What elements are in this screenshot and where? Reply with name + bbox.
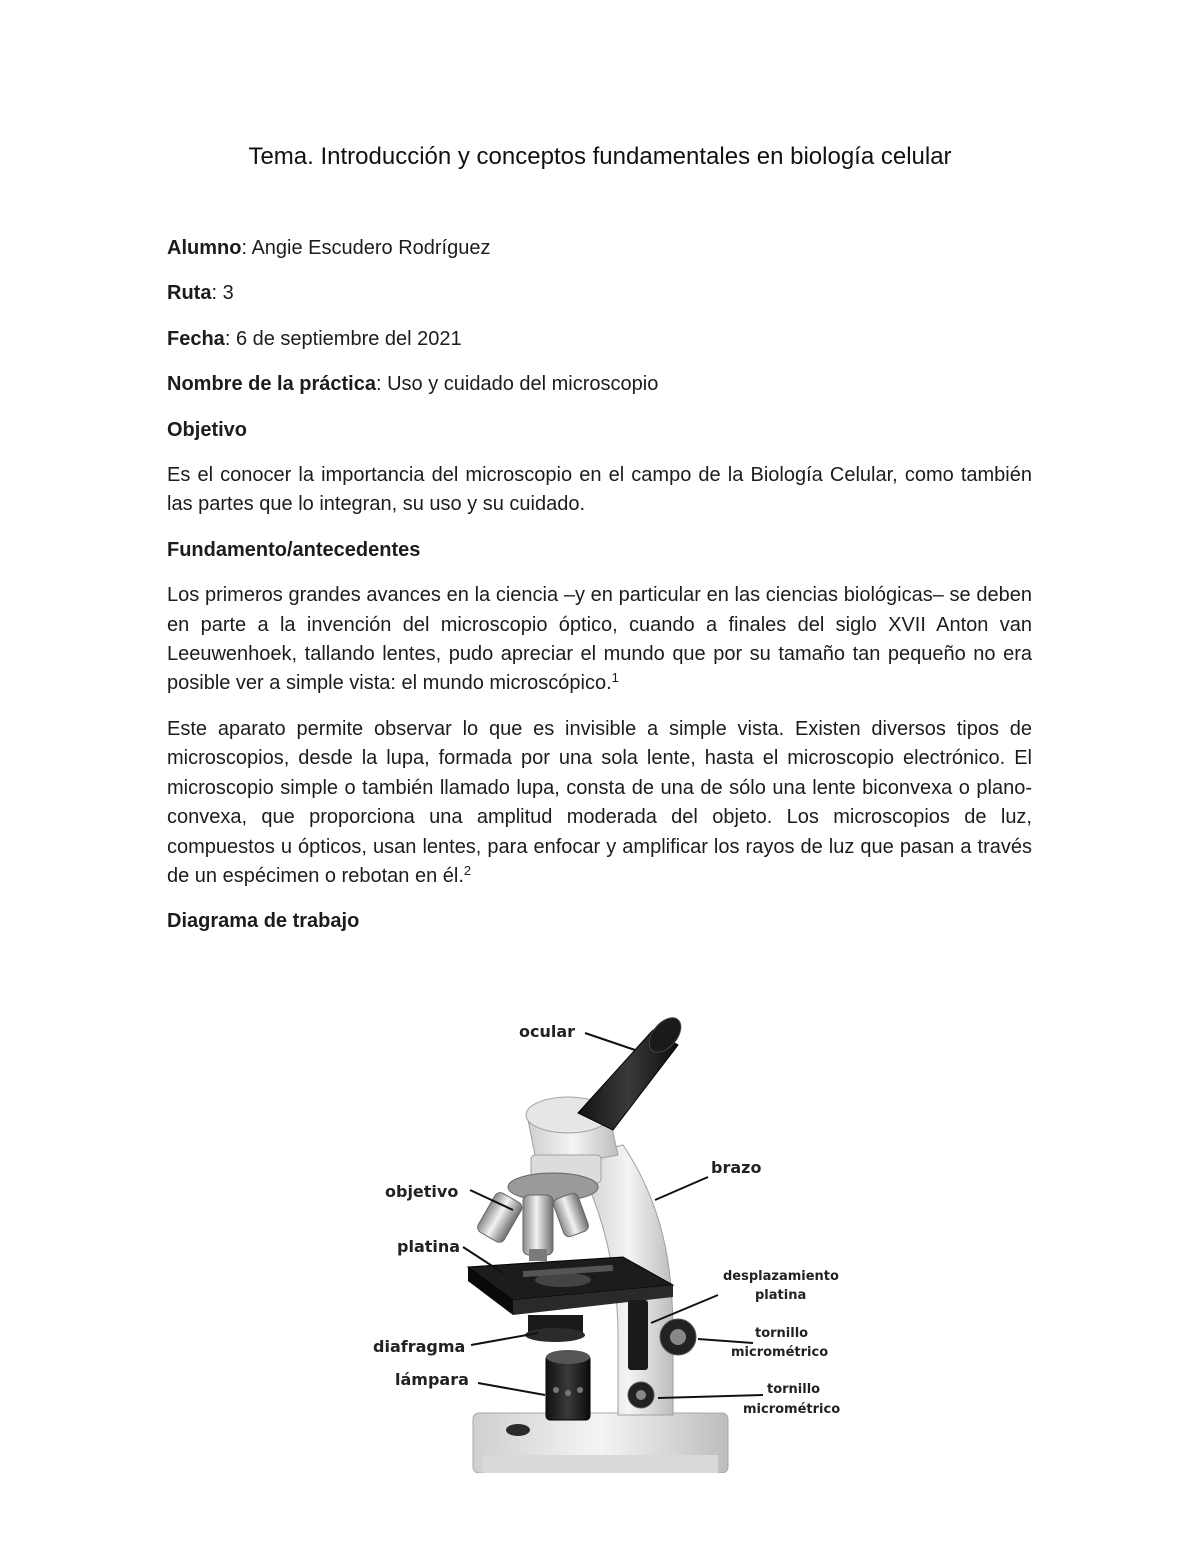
footnote-ref-2[interactable]: 2 [463,862,472,878]
label-micrometrico-2: micrométrico [743,1402,841,1417]
field-value: 3 [222,282,234,305]
field-label: Nombre de la práctica [167,373,376,396]
field-label: Fecha [167,327,225,350]
label-brazo: brazo [711,1158,762,1177]
field-label: Ruta [167,282,212,305]
label-platina: platina [397,1237,461,1256]
paragraph-text: Este aparato permite observar lo que es invisible a simple vista. Existen diversos tipos de microscopios, desde la lupa, formada por una sola lente, hasta el microscopio electrónico. El microscopio simple o también llamado lupa, consta de una de sólo una lente biconvexa o plano- convexa, que proporciona una amplitud moderada del objeto. Los microscopios de luz, compuestos u ópticos, usan lentes, para enfocar y amplificar los rayos de luz que pasan a través de un espécimen o rebotan en él. [167,717,1032,887]
eyepiece [578,1012,687,1130]
label-objetivo: objetivo [385,1182,459,1201]
label-micrometrico-1: micrométrico [731,1345,829,1360]
field-value: Uso y cuidado del microscopio [387,373,659,396]
field-fecha: Fecha: 6 de septiembre del 2021 [167,327,462,350]
diaphragm [525,1315,585,1342]
diagrama-heading: Diagrama de trabajo [167,910,360,933]
label-tornillo-1: tornillo [755,1326,809,1341]
field-label: Alumno [167,237,242,259]
fundamento-heading: Fundamento/antecedentes [167,538,421,561]
label-diafragma: diafragma [373,1337,466,1356]
label-desplazamiento-platina: platina [755,1288,807,1303]
page-title: Tema. Introducción y conceptos fundamentales en biología celular [248,143,952,170]
field-nombre-practica: Nombre de la práctica: Uso y cuidado del microscopio [167,373,659,396]
field-value: 6 de septiembre del 2021 [235,327,462,350]
label-ocular: ocular [519,1022,576,1041]
label-tornillo-2: tornillo [767,1382,821,1397]
microscope-illustration [373,1005,853,1473]
lamp [546,1350,590,1420]
fundamento-paragraph-1 [167,581,1032,699]
objectives [476,1173,598,1261]
field-value: Angie Escudero Rodríguez [251,237,491,259]
field-ruta: Ruta: 3 [167,282,234,305]
microscope-diagram [373,1005,853,1473]
label-lampara: lámpara [395,1370,469,1389]
fundamento-paragraph-2 [167,715,1032,891]
document-body [167,234,1032,953]
footnote-ref-1[interactable]: 1 [611,670,619,686]
field-alumno: Alumno: Angie Escudero Rodríguez [167,237,491,259]
paragraph-text: Los primeros grandes avances en la ciencia –y en particular en las ciencias biológicas– se deben en parte a la invención del microscopio óptico, cuando a finales del siglo XVII Anton van Leeuwenhoek, tallando lentes, pudo apreciar el mundo que por su tamaño tan pequeño no era posible ver a simple vista: el mundo microscópico. [167,584,1032,695]
objetivo-heading: Objetivo [167,418,248,441]
microscope-base [473,1413,728,1473]
label-desplazamiento: desplazamiento [723,1269,839,1284]
objetivo-text: Es el conocer la importancia del microscopio en el campo de la Biología Celular, como también las partes que lo integran, su uso y su cuidado. [167,464,1032,516]
